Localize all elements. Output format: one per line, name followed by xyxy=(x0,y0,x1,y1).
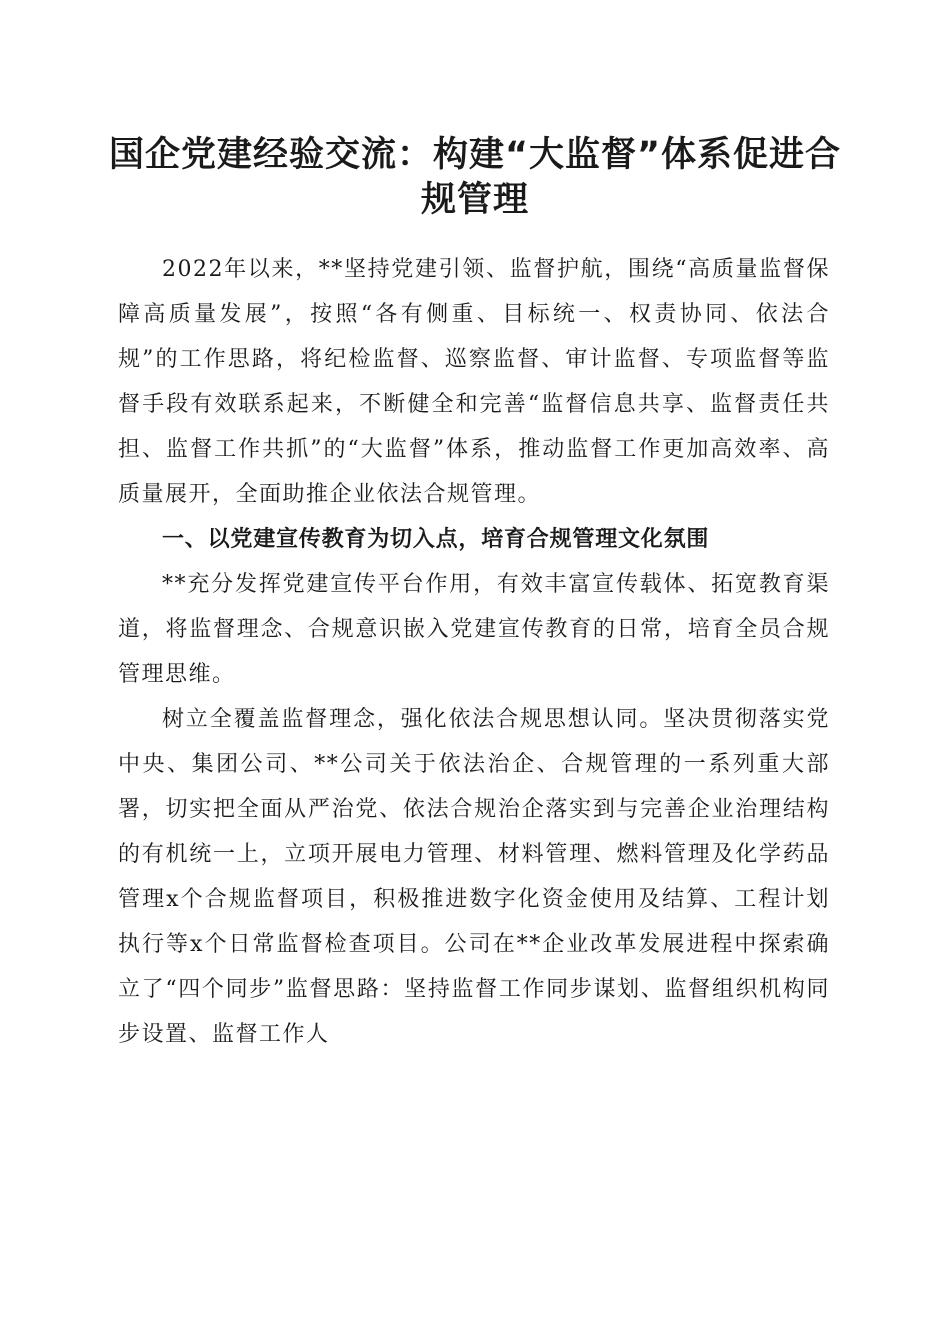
section-heading-1: 一、以党建宣传教育为切入点，培育合规管理文化氛围 xyxy=(162,527,710,552)
document-body xyxy=(118,247,830,1057)
section-1-paragraph-1: **充分发挥党建宣传平台作用，有效丰富宣传载体、拓宽教育渠道，将监督理念、合规意识嵌入党建宣传教育的日常，培育全员合规管理思维。 xyxy=(118,572,830,687)
intro-paragraph: 2022年以来，**坚持党建引领、监督护航，围绕“高质量监督保障高质量发展”，按照“各有侧重、目标统一、权责协同、依法合规”的工作思路，将纪检监督、巡察监督、审计监督、专项监督等监督手段有效联系起来，不断健全和完善“监督信息共享、监督责任共担、监督工作共抓”的“大监督”体系，推动监督工作更加高效率、高质量展开，全面助推企业依法合规管理。 xyxy=(118,257,830,507)
section-1-paragraph-2: 树立全覆盖监督理念，强化依法合规思想认同。坚决贯彻落实党中央、集团公司、**公司关于依法治企、合规管理的一系列重大部署，切实把全面从严治党、依法合规治企落实到与完善企业治理结构的有机统一上，立项开展电力管理、材料管理、燃料管理及化学药品管理x个合规监督项目，积极推进数字化资金使用及结算、工程计划执行等x个日常监督检查项目。公司在**企业改革发展进程中探索确立了“四个同步”监督思路：坚持监督工作同步谋划、监督组织机构同步设置、监督工作人 xyxy=(118,707,830,1047)
document-title: 国企党建经验交流：构建“大监督”体系促进合规管理 xyxy=(108,135,841,220)
